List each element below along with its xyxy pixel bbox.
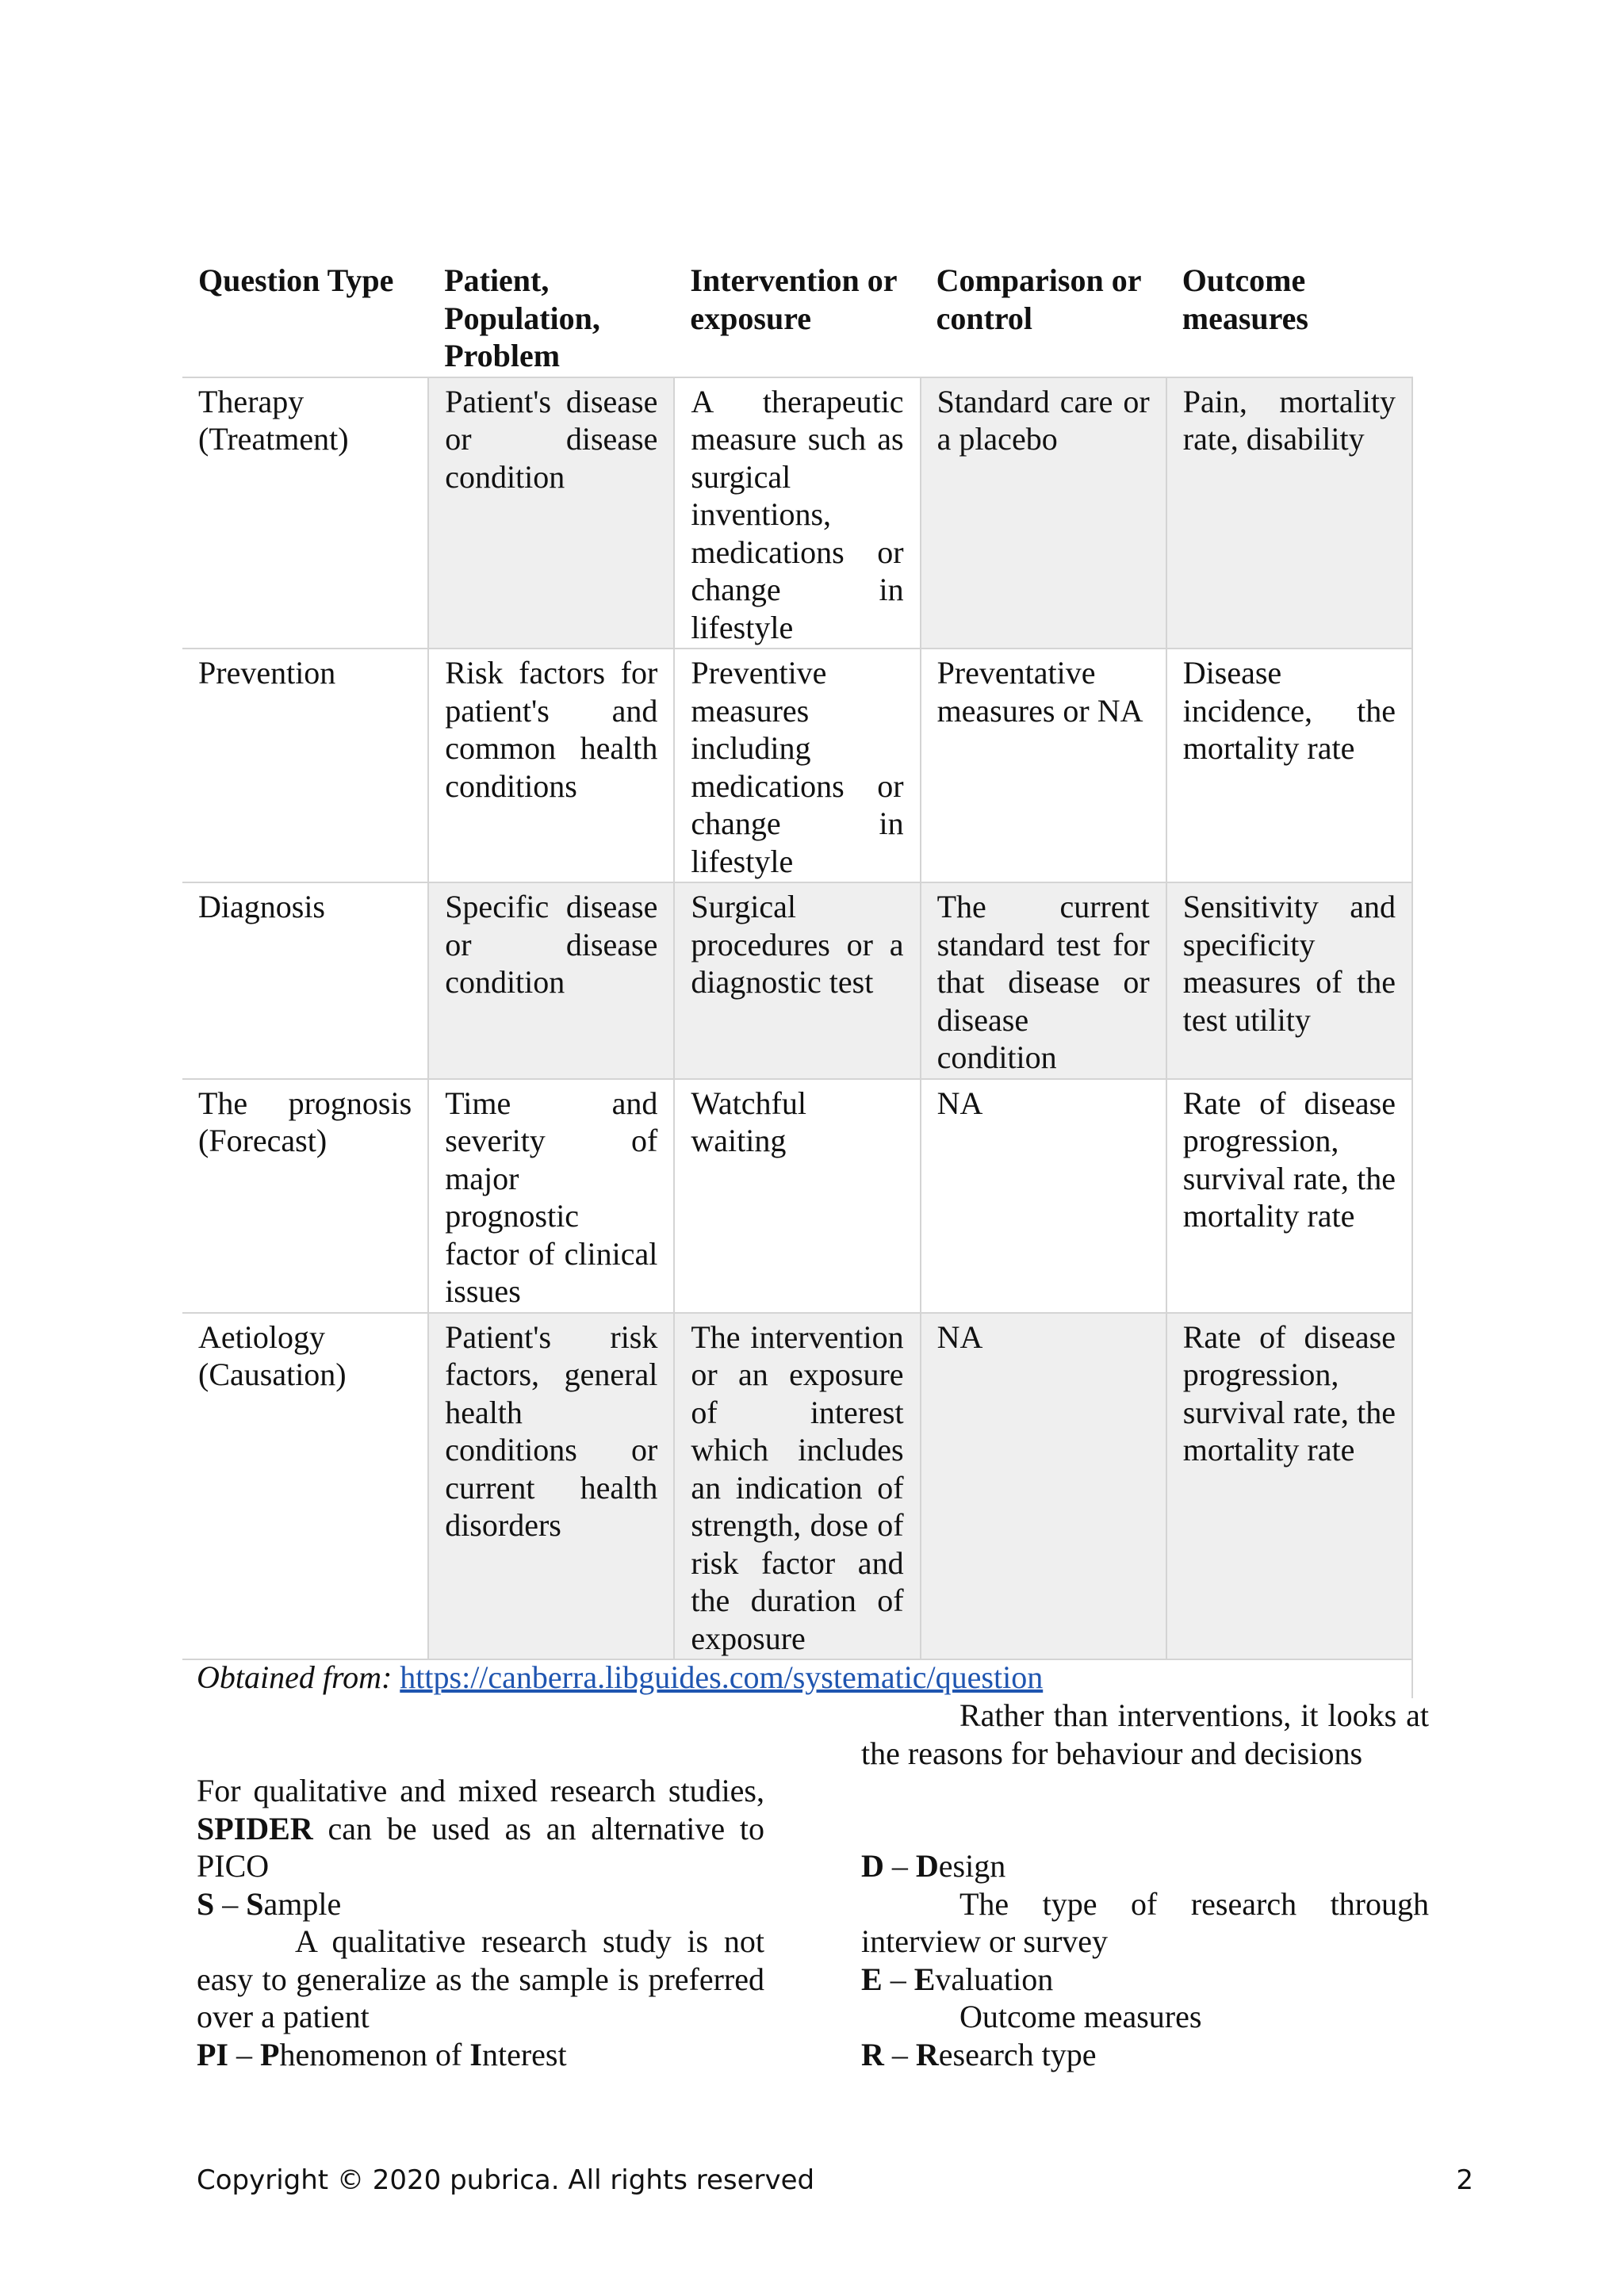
spider-d-description: The type of research through interview or survey	[861, 1885, 1429, 1959]
cell-patient: Patient's risk factors, general health conditions or current health disorders	[428, 1313, 674, 1660]
table-row	[182, 1313, 1412, 1660]
pico-question-table	[182, 252, 1413, 1660]
cell-comparison: Preventative measures or NA	[921, 649, 1166, 882]
cell-intervention: A therapeutic measure such as surgical inventions, medications or change in lifestyle	[674, 377, 920, 649]
table-row	[182, 882, 1412, 1079]
spider-acronym: SPIDER	[197, 1810, 313, 1846]
cell-comparison: Standard care or a placebo	[921, 377, 1166, 649]
cell-question-type: Prevention	[182, 649, 428, 882]
cell-intervention: Watchful waiting	[674, 1079, 920, 1313]
spider-left-column	[197, 1772, 764, 2073]
spider-intro: For qualitative and mixed research studies, SPIDER can be used as an alternative to PICO	[197, 1773, 765, 1884]
page-number: 2	[1456, 2164, 1473, 2196]
table-row	[182, 377, 1412, 649]
spider-s-description: A qualitative research study is not easy to generalize as the sample is preferred over a patient	[197, 1923, 764, 2034]
cell-question-type: Diagnosis	[182, 882, 428, 1079]
table-border-tail	[1411, 1659, 1413, 1698]
cell-intervention: Preventive measures including medications or change in lifestyle	[674, 649, 920, 882]
cell-patient: Specific disease or disease condition	[428, 882, 674, 1079]
cell-question-type: Therapy (Treatment)	[182, 377, 428, 649]
cell-patient: Risk factors for patient's and common health conditions	[428, 649, 674, 882]
spider-e-heading: E – Evaluation	[861, 1961, 1054, 1997]
table-row	[182, 649, 1412, 882]
page-footer	[197, 2164, 1473, 2196]
cell-outcome: Pain, mortality rate, disability	[1166, 377, 1412, 649]
spider-e-description: Outcome measures	[959, 1999, 1202, 2034]
table-source	[197, 1659, 1043, 1697]
cell-comparison: NA	[921, 1313, 1166, 1660]
header-patient: Patient, Population, Problem	[444, 262, 600, 373]
header-comparison: Comparison or control	[936, 262, 1141, 336]
spider-pi-description: Rather than interventions, it looks at the reasons for behaviour and decisions	[861, 1697, 1429, 1771]
source-link[interactable]: https://canberra.libguides.com/systematic/question	[400, 1659, 1044, 1695]
header-intervention: Intervention or exposure	[690, 262, 897, 336]
cell-outcome: Sensitivity and specificity measures of the test utility	[1166, 882, 1412, 1079]
spider-d-heading: D – Design	[861, 1848, 1006, 1884]
cell-intervention: The intervention or an exposure of interest which includes an indication of strength, dose of risk factor and the duration of exposure	[674, 1313, 920, 1660]
cell-outcome: Disease incidence, the mortality rate	[1166, 649, 1412, 882]
cell-question-type: The prognosis (Forecast)	[182, 1079, 428, 1313]
header-question-type: Question Type	[198, 262, 394, 298]
spider-pi-heading: PI – Phenomenon of Interest	[197, 2036, 567, 2072]
cell-patient: Patient's disease or disease condition	[428, 377, 674, 649]
table-row	[182, 1079, 1412, 1313]
cell-comparison: The current standard test for that disease or disease condition	[921, 882, 1166, 1079]
source-label: Obtained from:	[197, 1659, 393, 1695]
spider-right-column	[861, 1697, 1429, 2073]
spider-s-heading: S – Sample	[197, 1885, 342, 1922]
cell-patient: Time and severity of major prognostic factor of clinical issues	[428, 1079, 674, 1313]
cell-outcome: Rate of disease progression, survival rate, the mortality rate	[1166, 1079, 1412, 1313]
cell-question-type: Aetiology (Causation)	[182, 1313, 428, 1660]
table-header-row	[182, 252, 1412, 377]
header-outcome: Outcome measures	[1182, 262, 1308, 336]
cell-outcome: Rate of disease progression, survival rate, the mortality rate	[1166, 1313, 1412, 1660]
cell-intervention: Surgical procedures or a diagnostic test	[674, 882, 920, 1079]
cell-comparison: NA	[921, 1079, 1166, 1313]
spider-r-heading: R – Research type	[861, 2036, 1097, 2072]
copyright-text: Copyright © 2020 pubrica. All rights reserved	[197, 2164, 815, 2196]
